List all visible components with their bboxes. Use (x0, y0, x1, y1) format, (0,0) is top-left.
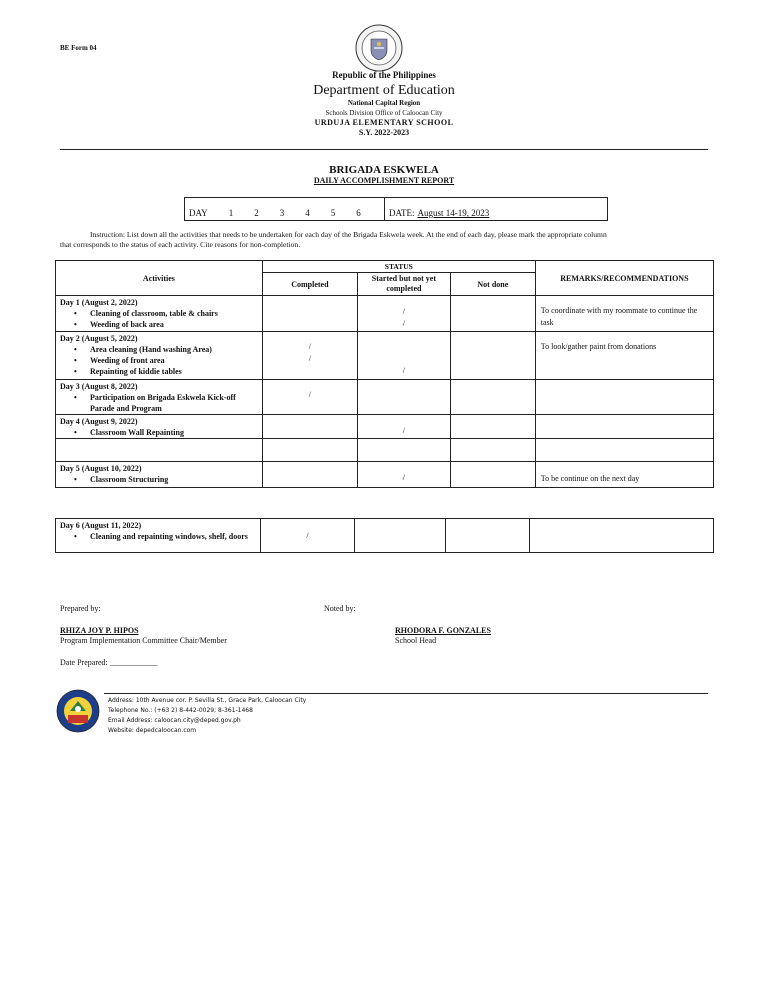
completed-cell (262, 462, 357, 488)
table-row (56, 415, 714, 439)
form-number: BE Form 04 (60, 44, 97, 52)
check-mark: / (308, 354, 311, 363)
report-title: BRIGADA ESKWELA (329, 164, 439, 176)
day-heading: Day 5 (August 10, 2022) (60, 464, 142, 473)
day-option: 5 (330, 208, 336, 218)
started-cell (354, 519, 445, 553)
day-option: 3 (279, 208, 285, 218)
noter-title: School Head (395, 636, 437, 645)
not-done-cell (450, 296, 535, 332)
started-cell (357, 415, 450, 439)
day-heading: Day 2 (August 5, 2022) (60, 334, 138, 343)
day-date-box (184, 197, 608, 221)
table-row (56, 519, 714, 553)
col-remarks: REMARKS/RECOMMENDATIONS (535, 261, 713, 296)
preparer-title: Program Implementation Committee Chair/Member (60, 636, 227, 645)
not-done-cell (446, 519, 530, 553)
footer-divider (104, 693, 708, 694)
started-cell (357, 439, 450, 462)
completed-cell (262, 380, 357, 415)
region-name: National Capital Region (347, 99, 421, 107)
remarks-cell: To look/gather paint from donations (535, 332, 713, 380)
check-mark: / (306, 531, 309, 540)
accomplishment-table-day6 (55, 518, 714, 553)
started-cell (357, 296, 450, 332)
activity-item: • Participation on Brigada Eskwela Kick-off Parade and Program (56, 392, 262, 414)
date-field (385, 198, 489, 220)
table-row (56, 380, 714, 415)
accomplishment-table (55, 260, 714, 488)
footer-email: Email Address: caloocan.city@deped.gov.ph (108, 717, 241, 724)
instruction-line: Instruction: List down all the activities that needs to be undertaken for each day of the Brigada Eskwela week. At the end of each day, please mark the appropriate column (90, 230, 607, 239)
check-mark: / (308, 342, 311, 351)
completed-cell (262, 296, 357, 332)
footer-website: Website: depedcaloocan.com (108, 727, 197, 734)
check-mark: / (402, 307, 406, 316)
remarks-cell (529, 519, 713, 553)
col-status: STATUS (262, 261, 535, 273)
day-heading: Day 6 (August 11, 2022) (60, 521, 142, 530)
completed-cell (262, 415, 357, 439)
activity-cell (56, 439, 263, 462)
completed-cell (262, 439, 357, 462)
activity-item: • Classroom Wall Repainting (56, 427, 262, 438)
day-selector (185, 198, 385, 220)
activity-cell (56, 415, 263, 439)
day-option: 2 (254, 208, 259, 218)
department-name: Department of Education (313, 83, 455, 98)
republic-line: Republic of the Philippines (332, 70, 436, 80)
started-cell (357, 332, 450, 380)
division-name: Schools Division Office of Caloocan City (325, 109, 443, 117)
activity-item: • Weeding of back area (56, 319, 262, 330)
not-done-cell (450, 462, 535, 488)
header-divider (60, 149, 708, 150)
check-mark: / (308, 390, 311, 399)
activity-item: • Area cleaning (Hand washing Area) (56, 344, 262, 355)
day-option: 1 (228, 208, 234, 218)
not-done-cell (450, 380, 535, 415)
date-prepared: Date Prepared: ____________ (60, 658, 158, 667)
started-cell (357, 380, 450, 415)
day-heading: Day 3 (August 8, 2022) (60, 382, 138, 391)
table-row (56, 296, 714, 332)
preparer-name: RHIZA JOY P. HIPOS (60, 626, 139, 635)
remarks-cell (535, 415, 713, 439)
check-mark: / (402, 473, 406, 482)
footer-contact (108, 696, 306, 736)
prepared-by-label: Prepared by: (60, 604, 101, 613)
activity-item: • Weeding of front area (56, 355, 262, 366)
activity-item: • Cleaning of classroom, table & chairs (56, 308, 262, 319)
activity-item: • Classroom Structuring (56, 474, 262, 485)
check-mark: / (402, 319, 406, 328)
noter-name: RHODORA F. GONZALES (395, 626, 491, 635)
remarks-cell (535, 439, 713, 462)
check-mark: / (402, 426, 406, 435)
school-year: S.Y. 2022-2023 (358, 128, 410, 137)
day-label: DAY (189, 208, 208, 218)
day-option: 4 (305, 208, 310, 218)
not-done-cell (450, 415, 535, 439)
activity-cell (56, 519, 261, 553)
activity-cell (56, 462, 263, 488)
col-not-done: Not done (450, 273, 535, 296)
started-cell (357, 462, 450, 488)
completed-cell (261, 519, 354, 553)
table-row (56, 462, 714, 488)
report-subtitle: DAILY ACCOMPLISHMENT REPORT (313, 176, 455, 185)
activity-cell (56, 380, 263, 415)
date-label: DATE: (389, 208, 415, 218)
activity-item: • Repainting of kiddie tables (56, 366, 262, 377)
not-done-cell (450, 439, 535, 462)
remarks-cell (535, 380, 713, 415)
not-done-cell (450, 332, 535, 380)
date-value: August 14-19, 2023 (417, 208, 490, 218)
day-heading: Day 1 (August 2, 2022) (60, 298, 138, 307)
table-row-empty (56, 439, 714, 462)
day-option: 6 (356, 208, 361, 218)
activity-cell (56, 332, 263, 380)
deped-seal-icon (355, 24, 403, 72)
completed-cell (262, 332, 357, 380)
table-row (56, 332, 714, 380)
activity-item: • Cleaning and repainting windows, shelf, doors (56, 531, 260, 542)
footer-telephone: Telephone No.: (+63 2) 8-442-0029; 8-361-1468 (108, 707, 253, 714)
col-completed: Completed (262, 273, 357, 296)
instruction-text (60, 230, 710, 250)
col-activities: Activities (56, 261, 263, 296)
day-heading: Day 4 (August 9, 2022) (60, 417, 138, 426)
activity-cell (56, 296, 263, 332)
remarks-cell: To be continue on the next day (535, 462, 713, 488)
col-started: Started but not yet completed (357, 273, 450, 296)
footer-address: Address: 10th Avenue cor. P. Sevilla St., Grace Park, Caloocan City (108, 697, 307, 704)
school-name: URDUJA ELEMENTARY SCHOOL (314, 118, 454, 127)
division-logo-icon (56, 689, 100, 733)
check-mark: / (402, 366, 406, 375)
noted-by-label: Noted by: (324, 604, 356, 613)
remarks-cell: To coordinate with my roommate to continue the task (535, 296, 713, 332)
instruction-line: that corresponds to the status of each activity. Cite reasons for non-completion. (60, 240, 301, 249)
